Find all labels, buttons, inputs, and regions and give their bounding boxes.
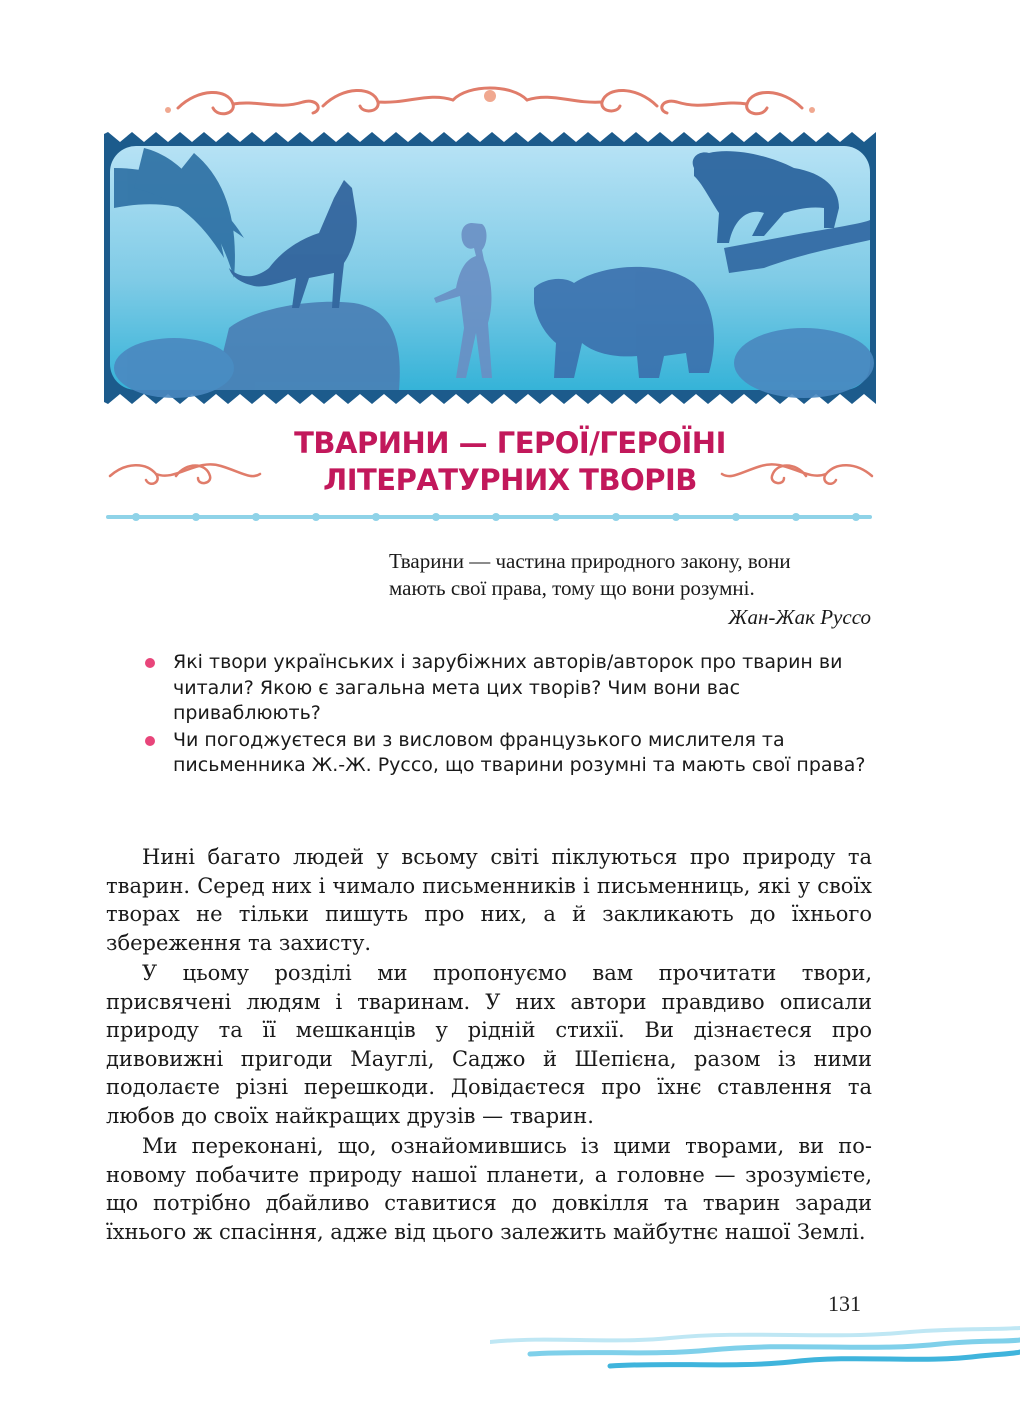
- bullet-icon: [145, 658, 155, 668]
- paragraph: У цьому розділі ми пропонуємо вам прочитати твори, присвячені людям і тваринам. У них автори правдиво описали природу та її мешканців у рідній стихії. Ви дізнаєтеся про дивовижні пригоди Мауглі, Саджо й Шепієна, разом із ними подолаєте різні перешкоди. Довідаєтеся про їхнє ставлення та любов до своїх найкращих друзів — тварин.: [106, 961, 872, 1128]
- paragraph: Ми переконані, що, ознайомившись із цими творами, ви по-новому побачите природу нашої планети, а головне — зрозумієте, що потрібно дбайливо ставитися до довкілля та тварин заради їхнього ж спасіння, адже від цього залежить майбутнє нашої Землі.: [106, 1134, 872, 1244]
- bottom-wave-ornament: [490, 1322, 1020, 1382]
- page-number: 131: [828, 1291, 861, 1316]
- question-item: [143, 728, 878, 779]
- top-ornament: [108, 80, 872, 130]
- question-text: Які твори українських і зарубіжних авторів/авторок про тварин ви читали? Якою є загальна мета цих творів? Чим вони вас приваблюють?: [173, 651, 843, 724]
- epigraph-line-1: Тварини — частина природного закону, вони: [389, 549, 791, 573]
- section-title-line1: ТВАРИНИ — ГЕРОЇ/ГЕРОЇНІ: [294, 426, 726, 460]
- swirl-ornament-right: [720, 452, 876, 492]
- header-illustration: [104, 128, 876, 408]
- swirl-ornament-left: [106, 452, 262, 492]
- question-text: Чи погоджуєтеся ви з висловом французького мислителя та письменника Ж.-Ж. Руссо, що тварини розумні та мають свої права?: [173, 728, 866, 776]
- paragraph: Нині багато людей у всьому світі піклуються про природу та тварин. Серед них і чимало письменників і письменниць, які у своїх творах не тільки пишуть про них, а й закликають до їхнього збереження та захисту.: [106, 845, 872, 955]
- question-list: [143, 650, 878, 780]
- body-text: [106, 843, 872, 1248]
- question-item: [143, 650, 878, 727]
- section-title-line2: ЛІТЕРАТУРНИХ ТВОРІВ: [323, 463, 697, 497]
- divider-line: [106, 509, 872, 525]
- epigraph-author: Жан-Жак Руссо: [728, 605, 871, 629]
- epigraph-line-2: мають свої права, тому що вони розумні.: [389, 576, 755, 600]
- epigraph: [389, 548, 879, 631]
- bullet-icon: [145, 736, 155, 746]
